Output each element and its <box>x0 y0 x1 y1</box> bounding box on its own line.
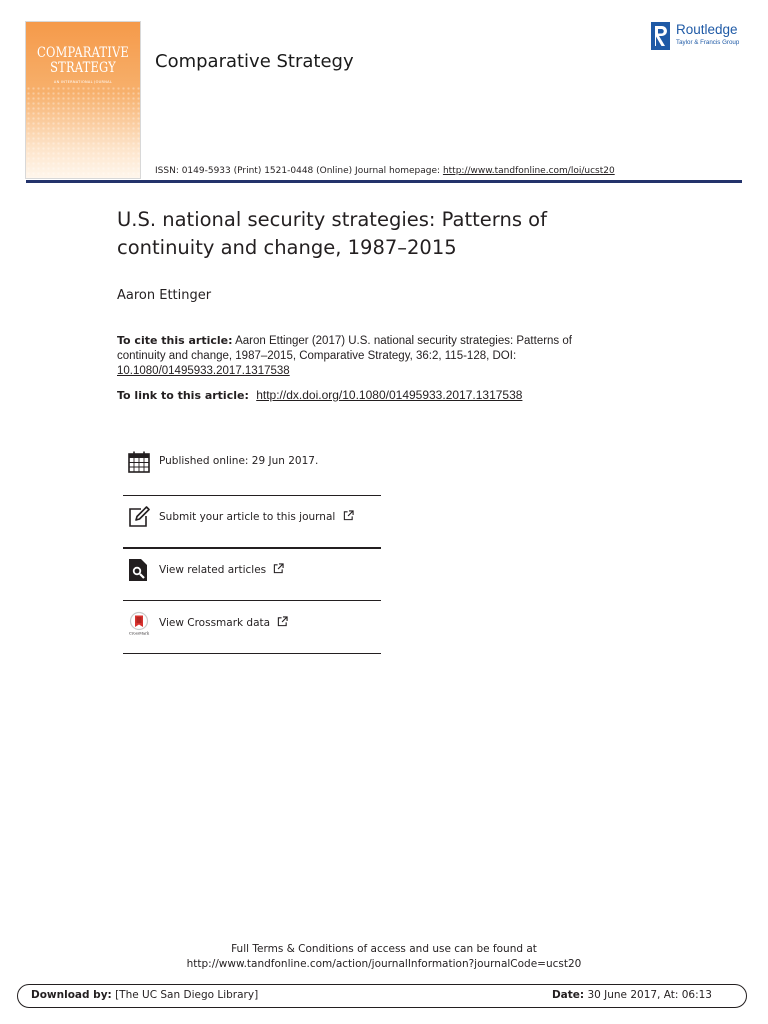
calendar-icon <box>127 450 151 474</box>
download-info-bar <box>17 984 747 1008</box>
external-link-icon <box>273 563 284 574</box>
download-by-label: Download by: <box>31 989 112 1001</box>
routledge-r-icon <box>651 22 670 50</box>
crossmark-badge-label: CrossMark <box>128 631 150 635</box>
terms-notice <box>0 942 768 972</box>
document-search-icon <box>127 558 151 582</box>
issn-line <box>155 166 615 176</box>
cite-label: To cite this article: <box>117 334 233 347</box>
download-date-value: 30 June 2017, At: 06:13 <box>587 989 712 1001</box>
external-link-icon <box>343 510 354 521</box>
cover-dot-pattern <box>26 86 140 178</box>
related-articles-label: View related articles <box>159 564 267 576</box>
submit-article-link[interactable] <box>159 510 354 523</box>
submit-article-label: Submit your article to this journal <box>159 511 336 523</box>
cover-subtitle: AN INTERNATIONAL JOURNAL <box>53 80 113 84</box>
info-divider <box>123 653 381 654</box>
doi-link[interactable]: 10.1080/01495933.2017.1317538 <box>117 365 290 377</box>
article-permalink[interactable]: http://dx.doi.org/10.1080/01495933.2017.1317538 <box>256 388 523 402</box>
journal-cover-image <box>26 22 140 178</box>
published-online-text: Published online: 29 Jun 2017. <box>159 455 319 467</box>
header-divider <box>26 180 742 183</box>
terms-line: Full Terms & Conditions of access and use can be found at <box>231 943 537 955</box>
related-articles-link[interactable] <box>159 563 284 576</box>
publisher-subtitle: Taylor & Francis Group <box>676 39 740 46</box>
cite-text: Aaron Ettinger (2017) U.S. national security strategies: Patterns of continuity and change, 1987–2015, Comparative Strategy, 36:2, 115-128, DOI: <box>117 335 572 362</box>
cover-top-strip <box>32 26 134 30</box>
citation-block <box>117 333 587 379</box>
cover-title-line2: STRATEGY <box>50 60 116 76</box>
routledge-logo <box>651 20 751 52</box>
author-name: Aaron Ettinger <box>117 288 212 303</box>
crossmark-label: View Crossmark data <box>159 617 271 629</box>
download-date <box>552 989 712 1001</box>
edit-icon <box>127 505 151 529</box>
external-link-icon <box>277 616 288 627</box>
cover-title <box>36 46 129 76</box>
crossmark-link[interactable] <box>159 616 288 629</box>
related-articles-row[interactable] <box>123 544 381 596</box>
issn-text: ISSN: 0149-5933 (Print) 1521-0448 (Online) Journal homepage: <box>155 166 441 176</box>
submit-article-row[interactable] <box>123 491 381 543</box>
journal-title[interactable]: Comparative Strategy <box>155 51 354 72</box>
terms-url[interactable]: http://www.tandfonline.com/action/journalInformation?journalCode=ucst20 <box>186 958 582 970</box>
download-by-value: [The UC San Diego Library] <box>115 989 259 1001</box>
crossmark-icon <box>127 611 151 635</box>
published-online-row <box>123 436 381 488</box>
journal-homepage-link[interactable]: http://www.tandfonline.com/loi/ucst20 <box>442 166 615 176</box>
download-by <box>31 989 258 1001</box>
link-label: To link to this article: <box>117 389 249 402</box>
publisher-name: Routledge <box>676 22 738 37</box>
article-link-line <box>117 388 522 402</box>
article-title: U.S. national security strategies: Patterns of continuity and change, 1987–2015 <box>117 208 547 259</box>
crossmark-row[interactable] <box>123 597 381 649</box>
cover-title-line1: COMPARATIVE <box>37 45 129 61</box>
download-date-label: Date: <box>551 989 585 1001</box>
